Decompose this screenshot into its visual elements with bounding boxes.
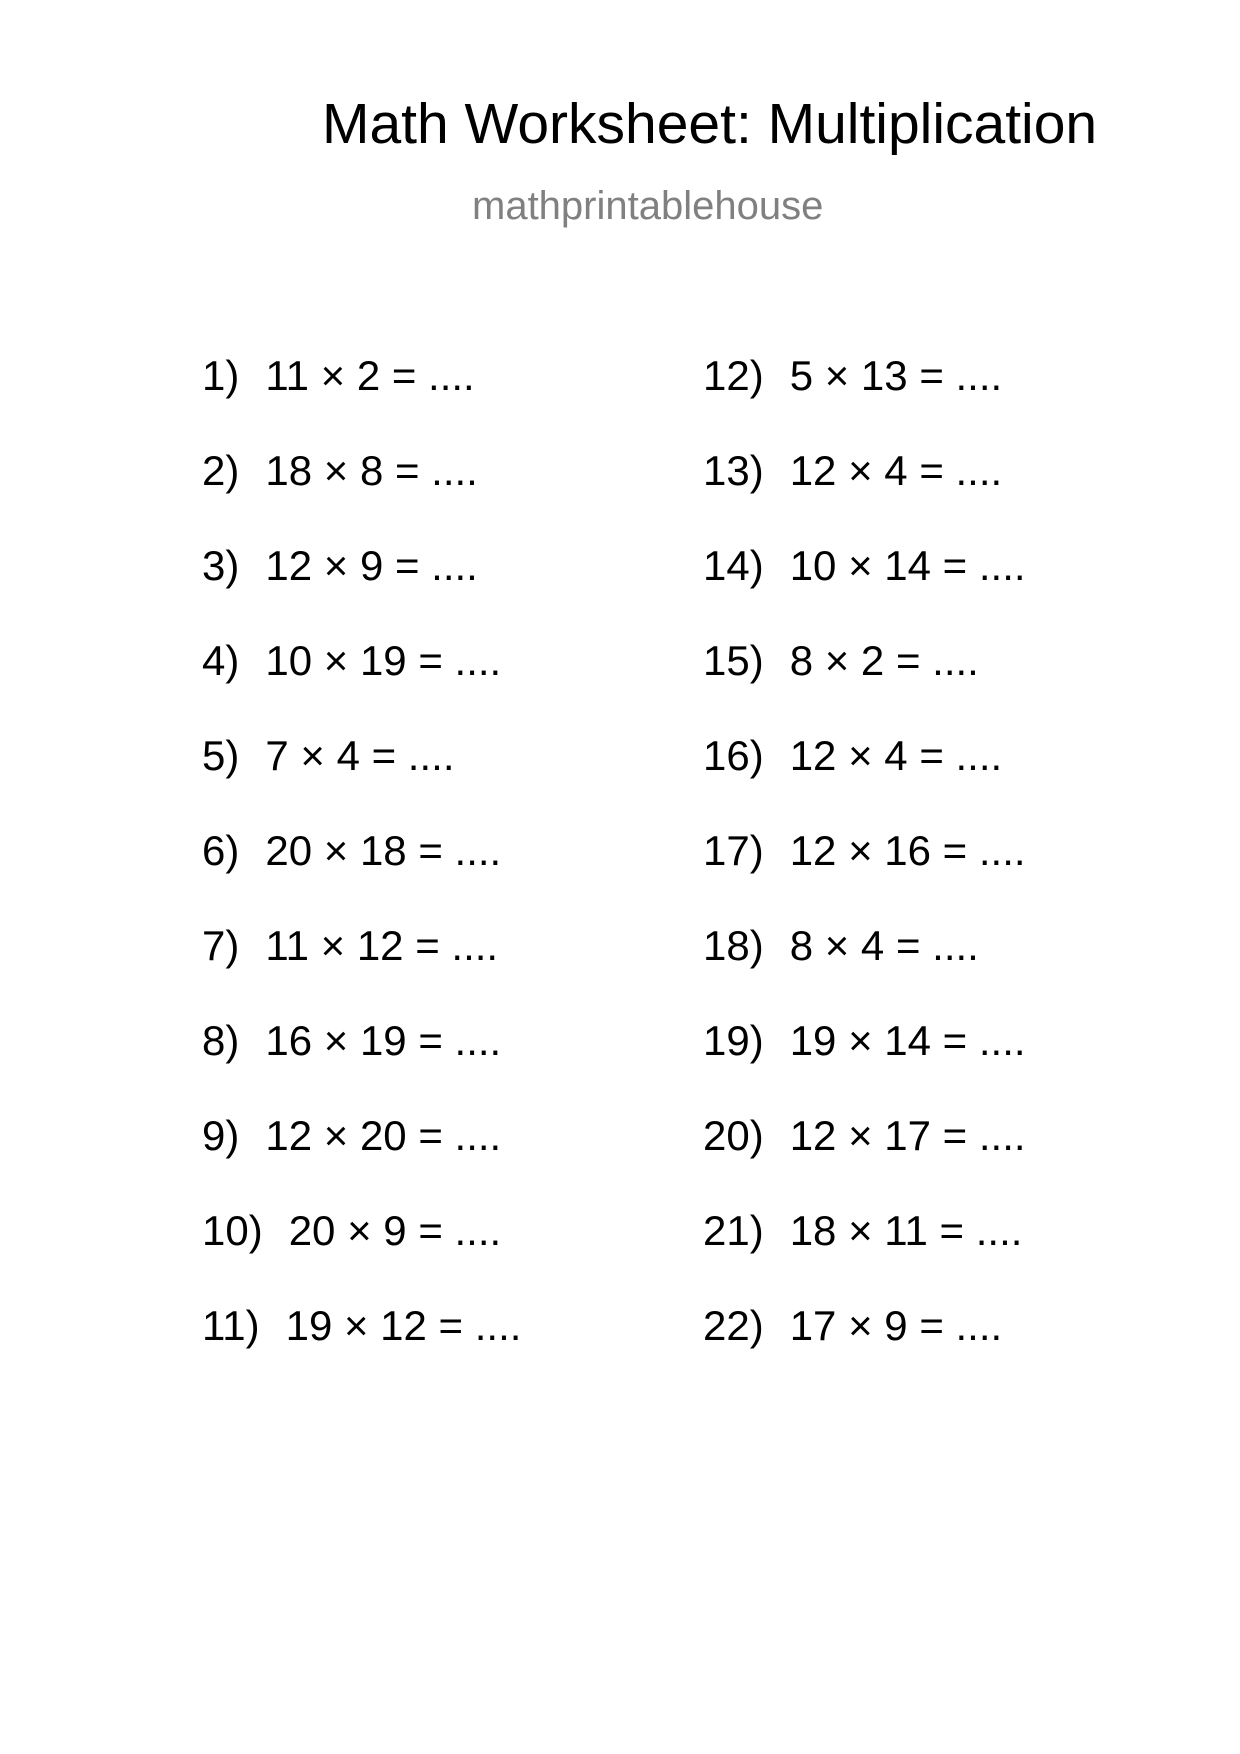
problem-expression: 17 × 9 = .... [789, 1302, 1003, 1349]
problem-expression: 8 × 4 = .... [789, 922, 979, 969]
problem-item [202, 1302, 521, 1397]
worksheet-subtitle: mathprintablehouse [472, 184, 824, 228]
worksheet-title: Math Worksheet: Multiplication [322, 92, 1098, 156]
problem-item [202, 1017, 521, 1112]
problem-item [703, 447, 1026, 542]
problem-number: 10) [202, 1207, 263, 1254]
problem-item [202, 732, 521, 827]
problem-number: 7) [202, 922, 240, 969]
problem-expression: 10 × 14 = .... [789, 542, 1026, 589]
problem-number: 8) [202, 1017, 240, 1064]
problem-number: 2) [202, 447, 240, 494]
problem-expression: 18 × 11 = .... [789, 1207, 1023, 1254]
problem-number: 19) [703, 1017, 764, 1064]
problem-number: 1) [202, 352, 240, 399]
problem-item [703, 352, 1026, 447]
problem-item [703, 1302, 1026, 1397]
problem-expression: 10 × 19 = .... [265, 637, 502, 684]
problem-number: 21) [703, 1207, 764, 1254]
problem-item [703, 1112, 1026, 1207]
problem-expression: 11 × 2 = .... [265, 352, 475, 399]
problem-number: 4) [202, 637, 240, 684]
problem-number: 6) [202, 827, 240, 874]
problem-expression: 7 × 4 = .... [265, 732, 455, 779]
problem-item [202, 827, 521, 922]
problem-number: 20) [703, 1112, 764, 1159]
problem-expression: 12 × 9 = .... [265, 542, 478, 589]
problem-expression: 19 × 12 = .... [285, 1302, 522, 1349]
problem-item [202, 1112, 521, 1207]
problem-expression: 12 × 4 = .... [789, 447, 1003, 494]
problem-item [202, 637, 521, 732]
problem-item [202, 922, 521, 1017]
problem-number: 22) [703, 1302, 764, 1349]
problem-item [202, 352, 521, 447]
problem-item [202, 447, 521, 542]
problem-expression: 20 × 9 = .... [288, 1207, 502, 1254]
problem-number: 17) [703, 827, 764, 874]
problem-expression: 8 × 2 = .... [789, 637, 979, 684]
problem-item [703, 922, 1026, 1017]
problem-expression: 19 × 14 = .... [789, 1017, 1026, 1064]
problem-expression: 12 × 4 = .... [789, 732, 1003, 779]
problem-number: 5) [202, 732, 240, 779]
problem-expression: 12 × 16 = .... [789, 827, 1026, 874]
problem-number: 3) [202, 542, 240, 589]
problem-item [703, 827, 1026, 922]
problems-column-right [703, 352, 1026, 1397]
problem-item [703, 542, 1026, 637]
problem-expression: 20 × 18 = .... [265, 827, 502, 874]
problem-number: 12) [703, 352, 764, 399]
problem-number: 14) [703, 542, 764, 589]
problem-item [703, 637, 1026, 732]
problem-number: 11) [202, 1302, 260, 1349]
problem-number: 15) [703, 637, 764, 684]
problem-number: 18) [703, 922, 764, 969]
problem-item [703, 1207, 1026, 1302]
problem-number: 9) [202, 1112, 240, 1159]
problem-item [202, 1207, 521, 1302]
problem-item [703, 732, 1026, 827]
problem-expression: 11 × 12 = .... [265, 922, 499, 969]
problem-number: 16) [703, 732, 764, 779]
problem-item [703, 1017, 1026, 1112]
problem-expression: 16 × 19 = .... [265, 1017, 502, 1064]
problem-expression: 12 × 20 = .... [265, 1112, 502, 1159]
problems-column-left [202, 352, 521, 1397]
problem-expression: 18 × 8 = .... [265, 447, 478, 494]
problem-number: 13) [703, 447, 764, 494]
problem-expression: 5 × 13 = .... [789, 352, 1003, 399]
problem-item [202, 542, 521, 637]
problem-expression: 12 × 17 = .... [789, 1112, 1026, 1159]
